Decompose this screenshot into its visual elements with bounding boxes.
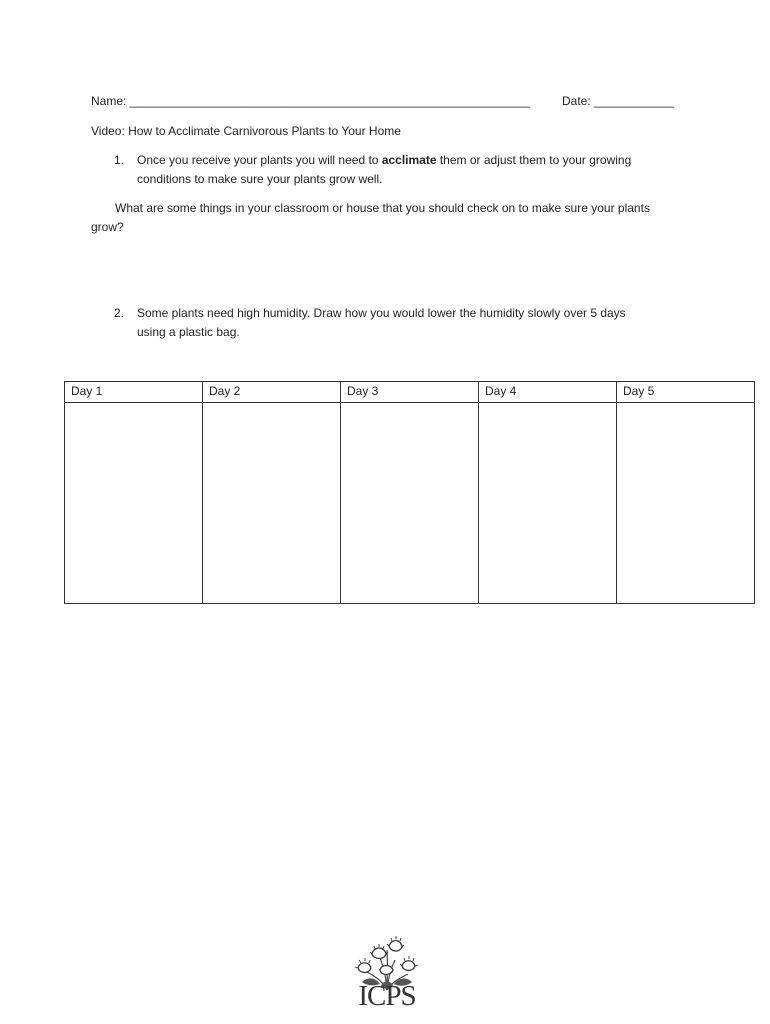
- question-1-number: 1.: [114, 153, 125, 167]
- day-2-drawing-cell[interactable]: [203, 403, 341, 604]
- video-title: Video: How to Acclimate Carnivorous Plants to Your Home: [91, 124, 401, 138]
- acclimate-keyword: acclimate: [381, 153, 437, 167]
- day-1-drawing-cell[interactable]: [65, 403, 203, 604]
- day-5-drawing-cell[interactable]: [617, 403, 755, 604]
- table-header-row: [65, 382, 755, 403]
- question-1-text-end: them or adjust them to your growing: [436, 153, 632, 167]
- day-3-header: Day 3: [341, 382, 479, 403]
- day-4-header: Day 4: [479, 382, 617, 403]
- table-drawing-row: [65, 403, 755, 604]
- day-2-header: Day 2: [203, 382, 341, 403]
- name-field[interactable]: Name: ____________________________________________________________: [91, 94, 531, 108]
- day-4-drawing-cell[interactable]: [479, 403, 617, 604]
- question-1-line-2: conditions to make sure your plants grow well.: [137, 172, 383, 186]
- question-1-followup-line-1: What are some things in your classroom or house that you should check on to make sure your plants: [115, 201, 650, 215]
- day-5-header: Day 5: [617, 382, 755, 403]
- icps-logo: [350, 936, 424, 1012]
- question-1-text-start: Once you receive your plants you will need to: [137, 153, 382, 167]
- icps-logo-text: ICPS: [358, 980, 416, 1012]
- date-field[interactable]: Date: ____________: [562, 94, 675, 108]
- question-2-number: 2.: [114, 306, 125, 320]
- question-1-followup-line-2: grow?: [91, 220, 124, 234]
- question-2-text: [137, 304, 697, 342]
- question-1-text: [137, 151, 697, 189]
- day-1-header: Day 1: [65, 382, 203, 403]
- question-2-line-2: using a plastic bag.: [137, 325, 240, 339]
- humidity-drawing-table: [64, 381, 755, 604]
- day-3-drawing-cell[interactable]: [341, 403, 479, 604]
- question-2-line-1: Some plants need high humidity. Draw how you would lower the humidity slowly over 5 days: [137, 306, 626, 320]
